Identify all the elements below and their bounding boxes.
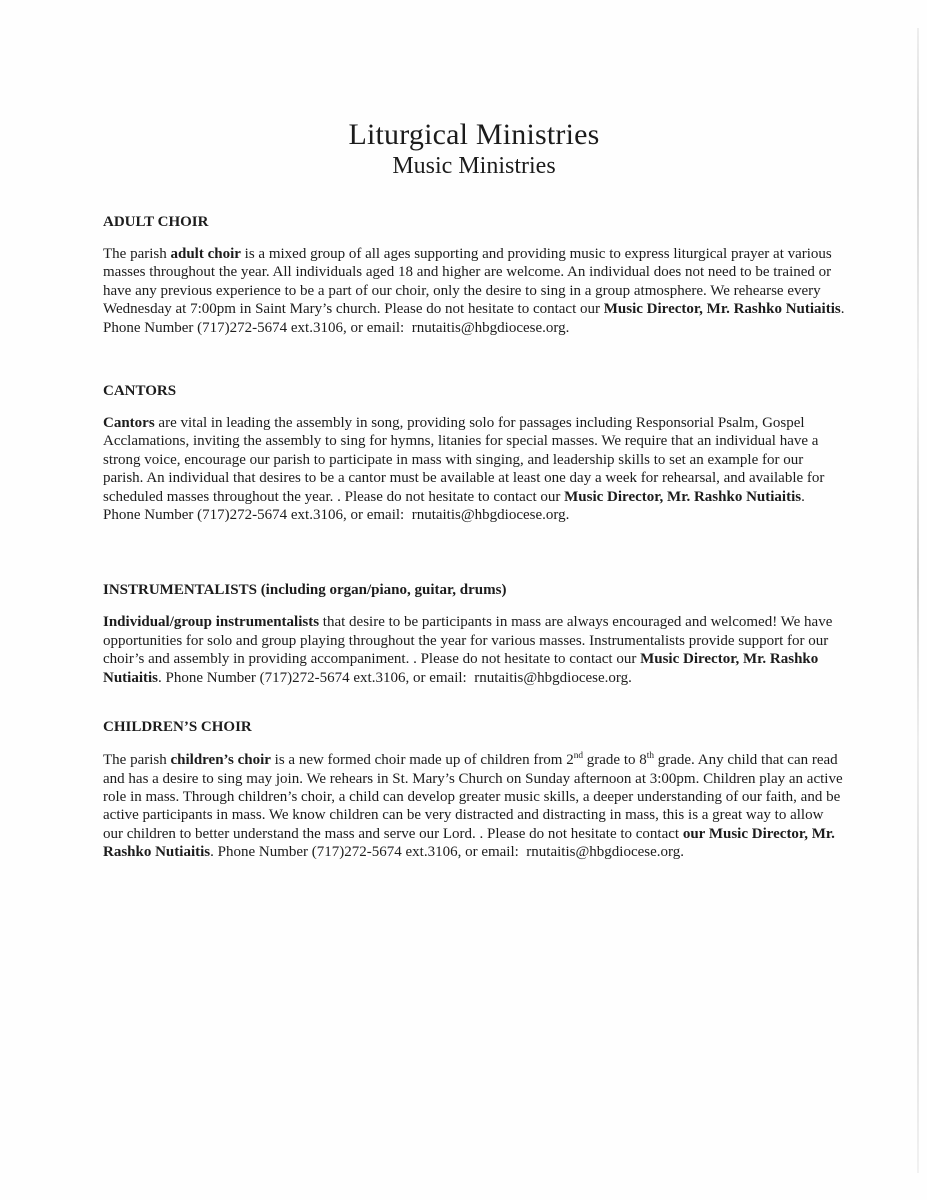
section-adult-choir (103, 213, 849, 337)
section-cantors (103, 382, 845, 524)
title-block (103, 0, 845, 180)
document-content (103, 0, 849, 862)
page-subtitle: Music Ministries (392, 153, 556, 179)
page-title: Liturgical Ministries (348, 118, 600, 151)
section-childrens-choir (103, 718, 845, 861)
section-paragraph-cantors: Cantors are vital in leading the assembly in song, providing solo for passages including Responsorial Psalm, Gospel Acclamations, inviting the assembly to sing for hymns, litanies for special masses. We require that an individual have a strong voice, encourage our parish to participate in mass with singing, and leadership skills to set an example for our parish. An individual that desires to be a cantor must be available at least one day a week for rehearsal, and available for scheduled masses throughout the year. . Please do not hesitate to contact our Music Director, Mr. Rashko Nutiaitis. Phone Number (717)272-5674 ext.3106, or email: rnutaitis@hbgdiocese.org. (103, 415, 829, 524)
section-heading-cantors: CANTORS (103, 383, 177, 400)
section-paragraph-instrumentalists: Individual/group instrumentalists that desire to be participants in mass are always encouraged and welcomed! We have opportunities for solo and group playing throughout the year for various masses. Instrumentalists provide support for our choir’s and assembly in providing accompaniment. . Please do not hesitate to contact our Music Director, Mr. Rashko Nutiaitis. Phone Number (717)272-5674 ext.3106, or email: rnutaitis@hbgdiocese.org. (103, 614, 837, 686)
section-paragraph-childrens-choir: The parish children’s choir is a new formed choir made up of children from 2nd grade to 8th grade. Any child that can read and has a desire to sing may join. We rehears in St. Mary’s Church on Sunday afternoon at 3:00pm. Children play an active role in mass. Through children’s choir, a child can develop greater music skills, a deeper understanding of our faith, and be active participants in mass. We know children can be very distracted and distracting in mass, this is a great way to allow our children to better understand the mass and serve our Lord. . Please do not hesitate to contact our Music Director, Mr. Rashko Nutiaitis. Phone Number (717)272-5674 ext.3106, or email: rnutaitis@hbgdiocese.org. (103, 751, 847, 861)
section-paragraph-adult-choir: The parish adult choir is a mixed group of all ages supporting and providing music to express liturgical prayer at various masses throughout the year. All individuals aged 18 and higher are welcome. An individual does not need to be trained or have any previous experience to be a part of our choir, only the desire to sing in a group atmosphere. We rehearse every Wednesday at 7:00pm in Saint Mary’s church. Please do not hesitate to contact our Music Director, Mr. Rashko Nutiaitis. Phone Number (717)272-5674 ext.3106, or email: rnutaitis@hbgdiocese.org. (103, 246, 849, 336)
section-heading-instrumentalists: INSTRUMENTALISTS (including organ/piano, guitar, drums) (103, 582, 507, 599)
section-heading-childrens-choir: CHILDREN’S CHOIR (103, 719, 252, 736)
section-heading-adult-choir: ADULT CHOIR (103, 214, 209, 230)
scan-artifact-line (917, 28, 919, 1173)
section-instrumentalists (103, 581, 845, 687)
